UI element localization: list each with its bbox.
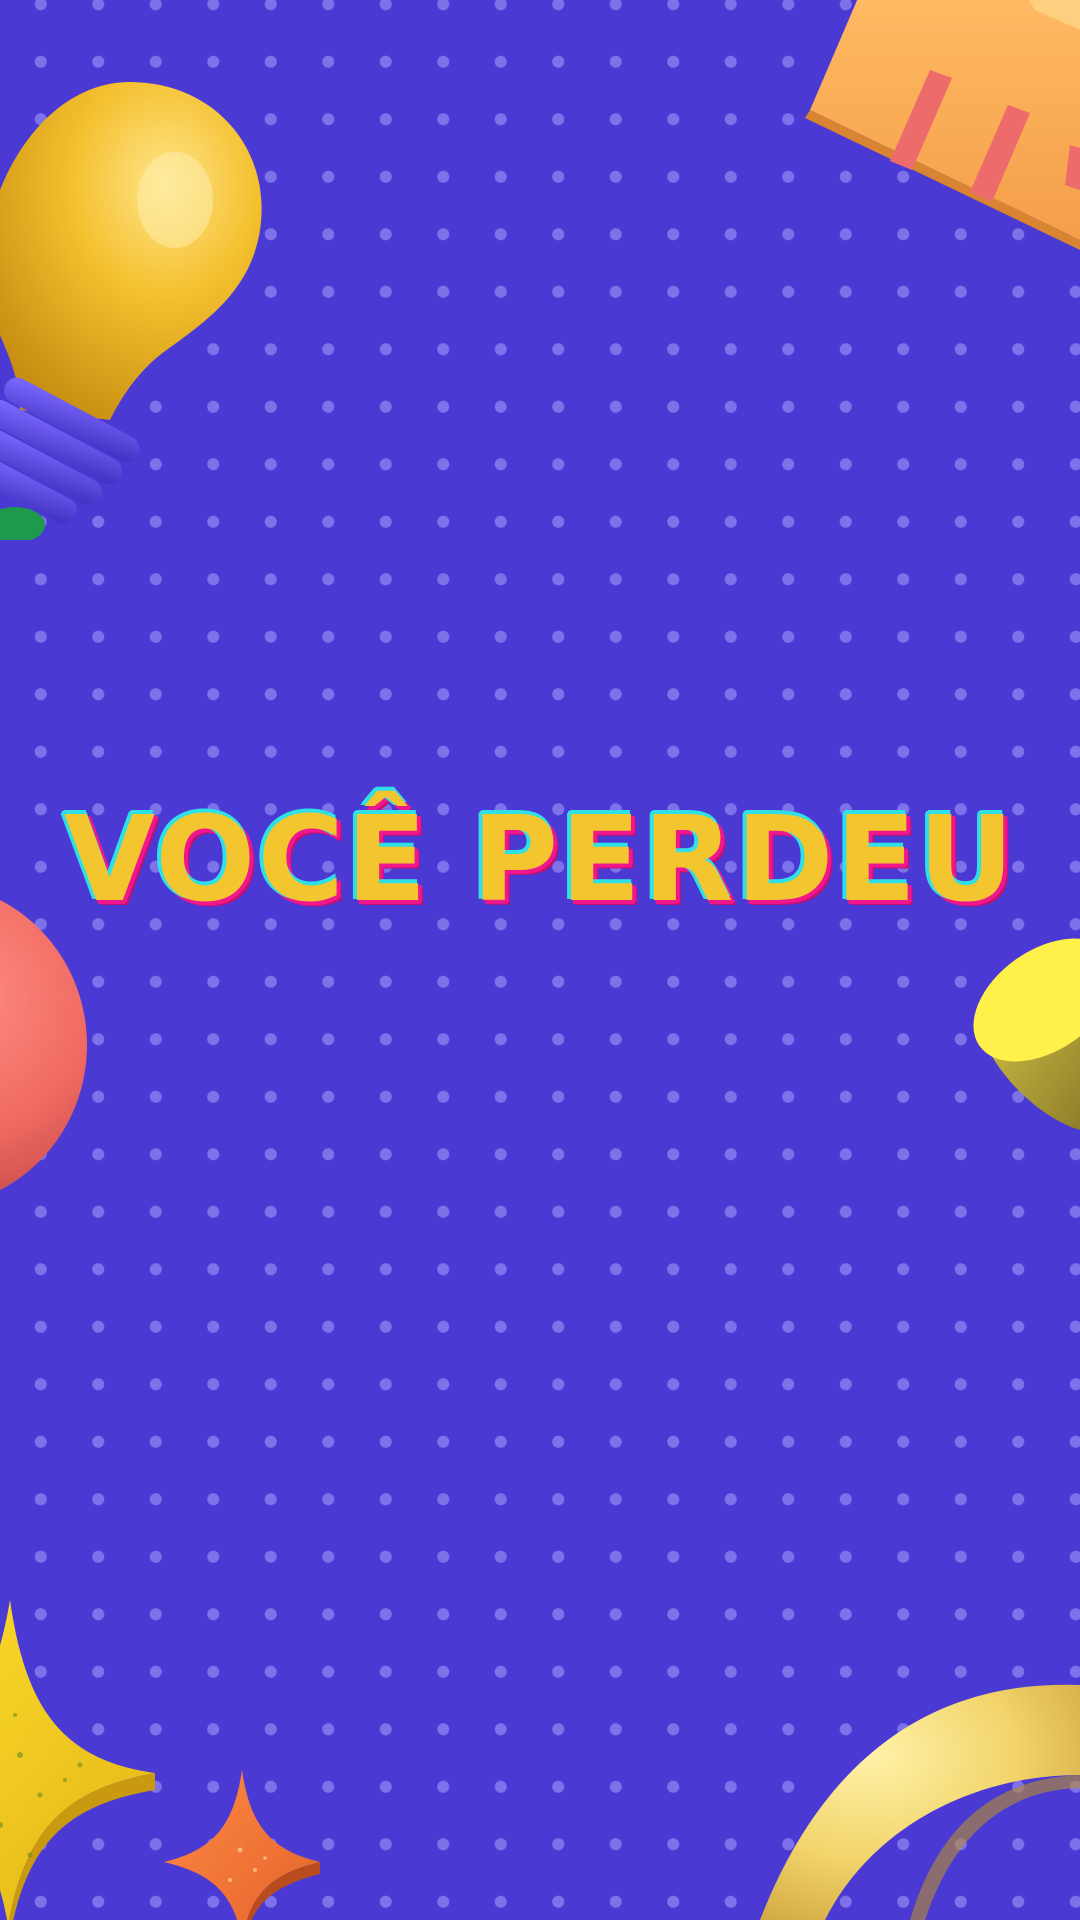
lightbulb-icon [0,70,300,540]
game-over-title: VOCÊ PERDEU [63,790,1017,928]
cylinder-icon [965,920,1080,1140]
ring-icon [750,1680,1080,1920]
ruler-icon [790,0,1080,250]
star-icon [0,1595,160,1920]
star-icon [160,1770,325,1920]
sphere-icon [0,880,90,1210]
